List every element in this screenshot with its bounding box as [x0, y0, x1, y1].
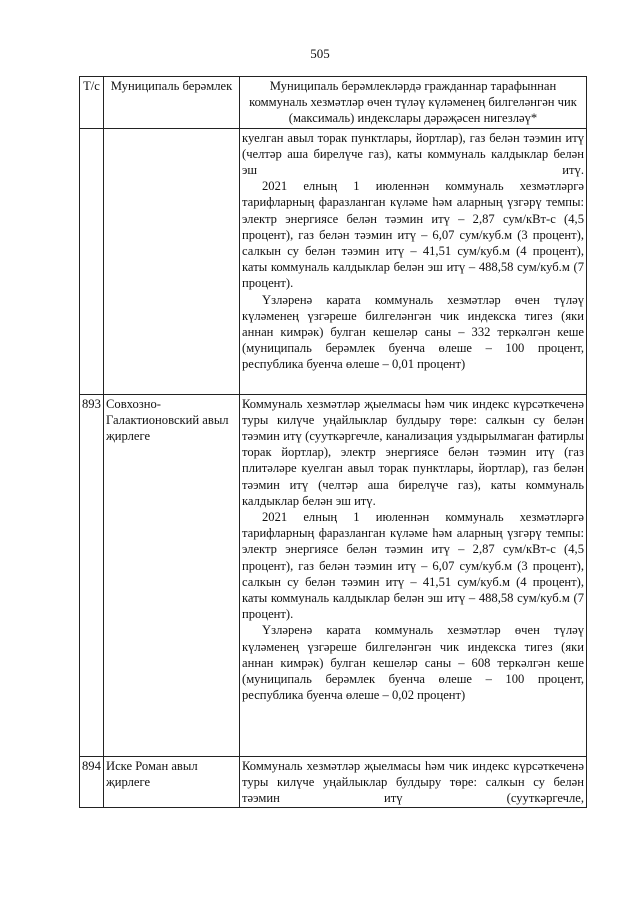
row-description	[240, 128, 587, 394]
row-paragraph: куелган авыл торак пунктлары, йортлар), газ белән тәэмин итү (челтәр аша бирелүче газ), каты коммуналь калдыклар белән эш итү.	[242, 130, 584, 178]
table-row	[80, 128, 587, 394]
row-municipality: Совхозно-Галактионовский авыл җирлеге	[104, 394, 240, 756]
row-paragraph: Коммуналь хезмәтләр җыелмасы һәм чик индекс күрсәткеченә туры килүче уңайлыклар булдыру төре: салкын су белән тәэмин итү (сууткәргечле,	[242, 758, 584, 806]
header-municipality: Муниципаль берәмлек	[104, 77, 240, 129]
row-number	[80, 128, 104, 394]
row-paragraph: Үзләренә карата коммуналь хезмәтләр өчен түләү күләменең үзгәреше билгеләнгән чик индекска тигез (яки аннан кимрәк) булган кешеләр саны – 332 теркәлгән кеше (муниципаль берәмлек буенча өлеше – 100 процент, республика буенча өлеше – 0,01 процент)	[242, 292, 584, 372]
row-municipality: Иске Роман авыл җирлеге	[104, 756, 240, 808]
table-header-row	[80, 77, 587, 129]
row-paragraph: 2021 елның 1 июленнән коммуналь хезмәтләргә тарифларның фаразланган күләме һәм аларның үзгәрү темпы: электр энергиясе белән тәэмин итү – 2,87 сум/кВт-с (4,5 процент), газ белән тәэмин итү – 6,07 сум/куб.м (3 процент), салкын су белән тәэмин итү – 41,51 сум/куб.м (4 процент), каты коммуналь калдыклар белән эш итү – 488,58 сум/куб.м (7 процент).	[242, 179, 584, 291]
header-description: Муниципаль берәмлекләрдә гражданнар тарафыннан коммуналь хезмәтләр өчен түләү күләменең билгеләнгән чик (максималь) индекслары дәрәҗәсен нигезләү*	[240, 77, 587, 129]
row-number: 893	[80, 394, 104, 756]
row-description	[240, 394, 587, 756]
row-paragraph: 2021 елның 1 июленнән коммуналь хезмәтләргә тарифларның фаразланган күләме һәм аларның үзгәрү темпы: электр энергиясе белән тәэмин итү – 2,87 сум/кВт-с (4,5 процент), газ белән тәэмин итү – 6,07 сум/куб.м (3 процент), салкын су белән тәэмин итү – 41,51 сум/куб.м (4 процент), каты коммуналь калдыклар белән эш итү – 488,58 сум/куб.м (7 процент).	[242, 510, 584, 622]
page-number: 505	[310, 46, 330, 61]
row-municipality	[104, 128, 240, 394]
row-paragraph: Үзләренә карата коммуналь хезмәтләр өчен түләү күләменең үзгәреше билгеләнгән чик индекска тигез (яки аннан кимрәк) булган кешеләр саны – 608 теркәлгән кеше (муниципаль берәмлек буенча өлеше – 100 процент, республика буенча өлеше – 0,02 процент)	[242, 623, 584, 703]
header-number: Т/с	[80, 77, 104, 129]
row-paragraph: Коммуналь хезмәтләр җыелмасы һәм чик индекс күрсәткеченә туры килүче уңайлыклар булдыру төре: салкын су белән тәэмин итү (сууткәргечле, канализация уздырылмаган фатирлы торак йортлар), электр энергиясе белән тәэмин итү (газ плитәләре куелган авыл торак пунктлары, йортлар), газ белән тәэмин итү (челтәр аша бирелүче газ), каты коммуналь калдыклар белән эш итү.	[242, 396, 584, 508]
row-number: 894	[80, 756, 104, 808]
municipal-index-table	[79, 76, 587, 808]
table-row	[80, 394, 587, 756]
table-row	[80, 756, 587, 808]
row-description	[240, 756, 587, 808]
